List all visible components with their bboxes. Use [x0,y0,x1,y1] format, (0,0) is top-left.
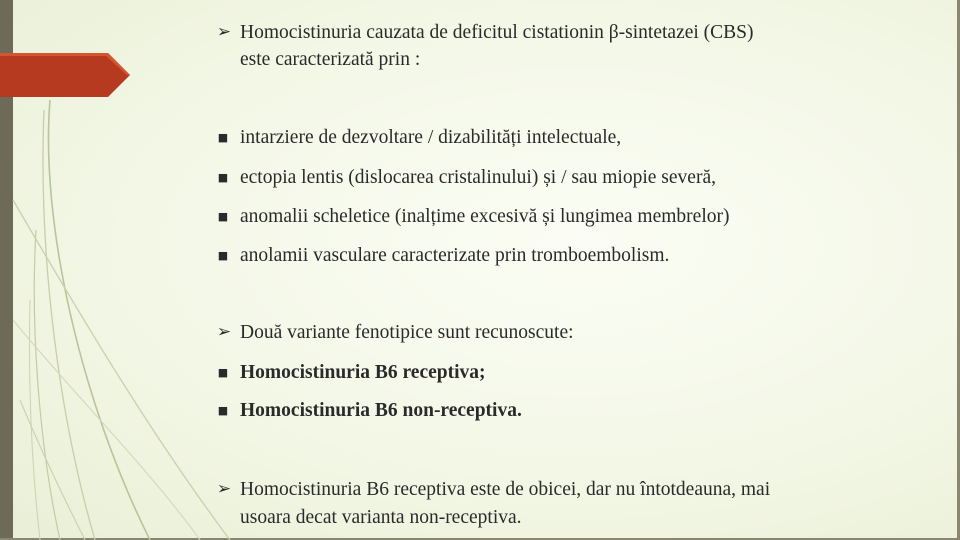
bullet-text-line-1: Homocistinuria cauzata de deficitul cistationin β-sintetazei (CBS) [240,22,754,43]
arrow-icon: ➢ [216,22,232,42]
bullet-text-line-1: Homocistinuria B6 receptiva este de obicei, dar nu întotdeauna, mai [240,479,771,500]
grass-line [48,100,150,540]
grass-line [20,400,85,540]
square-icon: ■ [217,249,229,262]
square-icon: ■ [217,404,229,417]
arrow-icon: ➢ [216,322,232,342]
square-icon: ■ [217,131,229,144]
sub-bullet-text-bold: Homocistinuria B6 receptiva; [240,362,486,383]
bullet-text-line-2: este caracterizată prin : [240,49,421,70]
sub-bullet-text: ectopia lentis (dislocarea cristalinului) și / sau miopie severă, [240,167,716,188]
square-icon: ■ [217,210,229,223]
arrow-icon: ➢ [216,479,232,499]
sub-bullet-text: anolamii vasculare caracterizate prin tromboembolism. [240,245,670,266]
square-icon: ■ [217,366,229,379]
bullet-text-line-2: usoara decat varianta non-receptiva. [240,507,522,528]
bullet-text: Două variante fenotipice sunt recunoscute: [240,322,574,343]
grass-line [13,320,200,540]
sub-bullet-text: intarziere de dezvoltare / dizabilități intelectuale, [240,127,622,148]
sub-bullet-text: anomalii scheletice (inalțime excesivă și lungimea membrelor) [240,206,730,227]
grass-line [34,230,60,540]
sub-bullet-text-bold: Homocistinuria B6 non-receptiva. [240,400,522,421]
square-icon: ■ [217,171,229,184]
